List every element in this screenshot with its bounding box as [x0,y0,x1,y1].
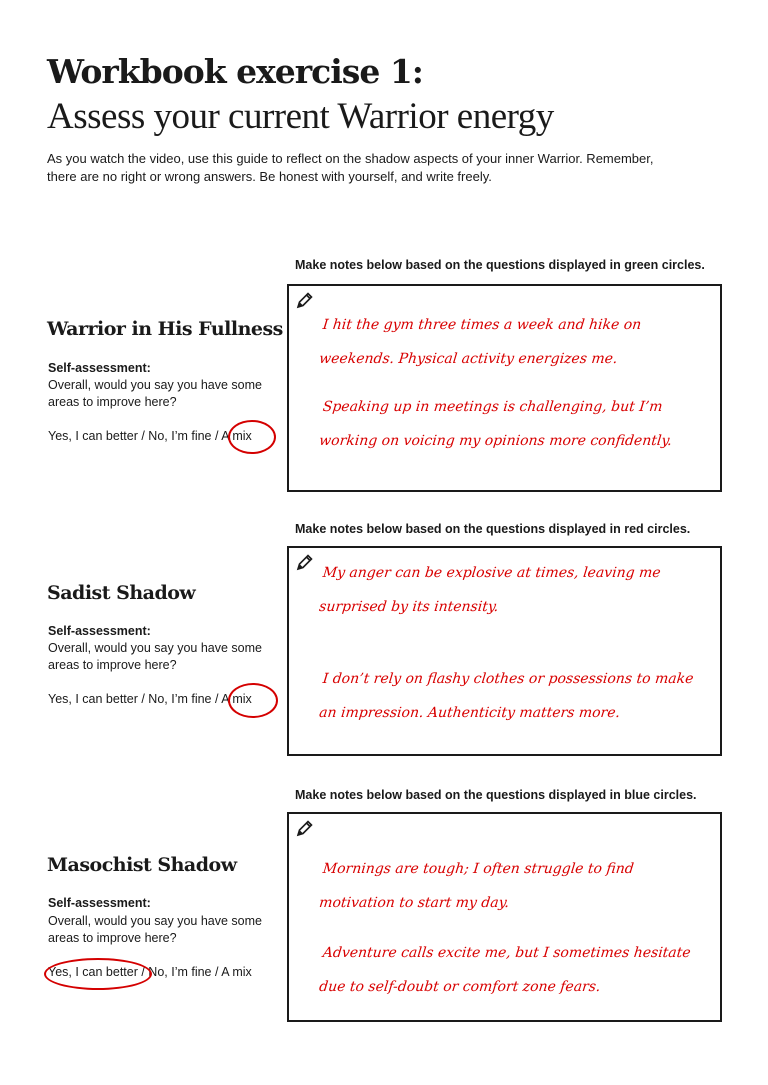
pencil-icon [295,818,315,838]
self-assessment-options: Yes, I can better / No, I’m fine / A mix [48,429,252,443]
section-warrior-fullness [0,258,768,498]
page-title: Workbook exercise 1: [47,52,423,91]
pencil-icon [295,290,315,310]
self-assessment-question: Overall, would you say you have some areas to improve here? [48,914,262,945]
section-title: Masochist Shadow [47,854,237,876]
notes-prompt: Make notes below based on the questions displayed in green circles. [295,258,705,272]
intro-text: As you watch the video, use this guide to reflect on the shadow aspects of your inner Warrior. Remember, there are no right or wrong answers. Be honest with yourself, and write freely. [47,151,654,184]
note-entry: I hit the gym three times a week and hike on weekends. Physical activity energizes me. [318,317,643,367]
notes-prompt: Make notes below based on the questions displayed in red circles. [295,522,691,536]
self-assessment-label: Self-assessment: [48,624,151,638]
pencil-icon [295,552,315,572]
section-title: Warrior in His Fullness [47,318,283,340]
page-subtitle: Assess your current Warrior energy [47,96,554,137]
answer-circle [228,420,276,454]
self-assessment-question: Overall, would you say you have some areas to improve here? [48,378,262,409]
note-entry: I don’t rely on flashy clothes or possessions to make an impression. Authenticity matters more. [318,671,695,721]
notes-prompt: Make notes below based on the questions displayed in blue circles. [295,788,697,802]
note-entry: Speaking up in meetings is challenging, but I’m working on voicing my opinions more confidently. [318,399,673,449]
section-sadist-shadow [0,522,768,762]
section-masochist-shadow [0,788,768,1028]
self-assessment-label: Self-assessment: [48,361,151,375]
note-entry: Mornings are tough; I often struggle to find motivation to start my day. [318,861,635,911]
notes-box[interactable] [287,812,722,1022]
answer-circle [228,683,278,718]
notes-box[interactable] [287,284,722,492]
note-entry: My anger can be explosive at times, leaving me surprised by its intensity. [318,565,662,615]
section-title: Sadist Shadow [47,582,196,604]
self-assessment-options: Yes, I can better / No, I’m fine / A mix [48,965,252,979]
note-entry: Adventure calls excite me, but I sometimes hesitate due to self-doubt or comfort zone fears. [318,945,692,995]
self-assessment-options: Yes, I can better / No, I’m fine / A mix [48,692,252,706]
answer-circle [44,958,152,990]
self-assessment-label: Self-assessment: [48,896,151,910]
notes-box[interactable] [287,546,722,756]
self-assessment-question: Overall, would you say you have some areas to improve here? [48,641,262,672]
